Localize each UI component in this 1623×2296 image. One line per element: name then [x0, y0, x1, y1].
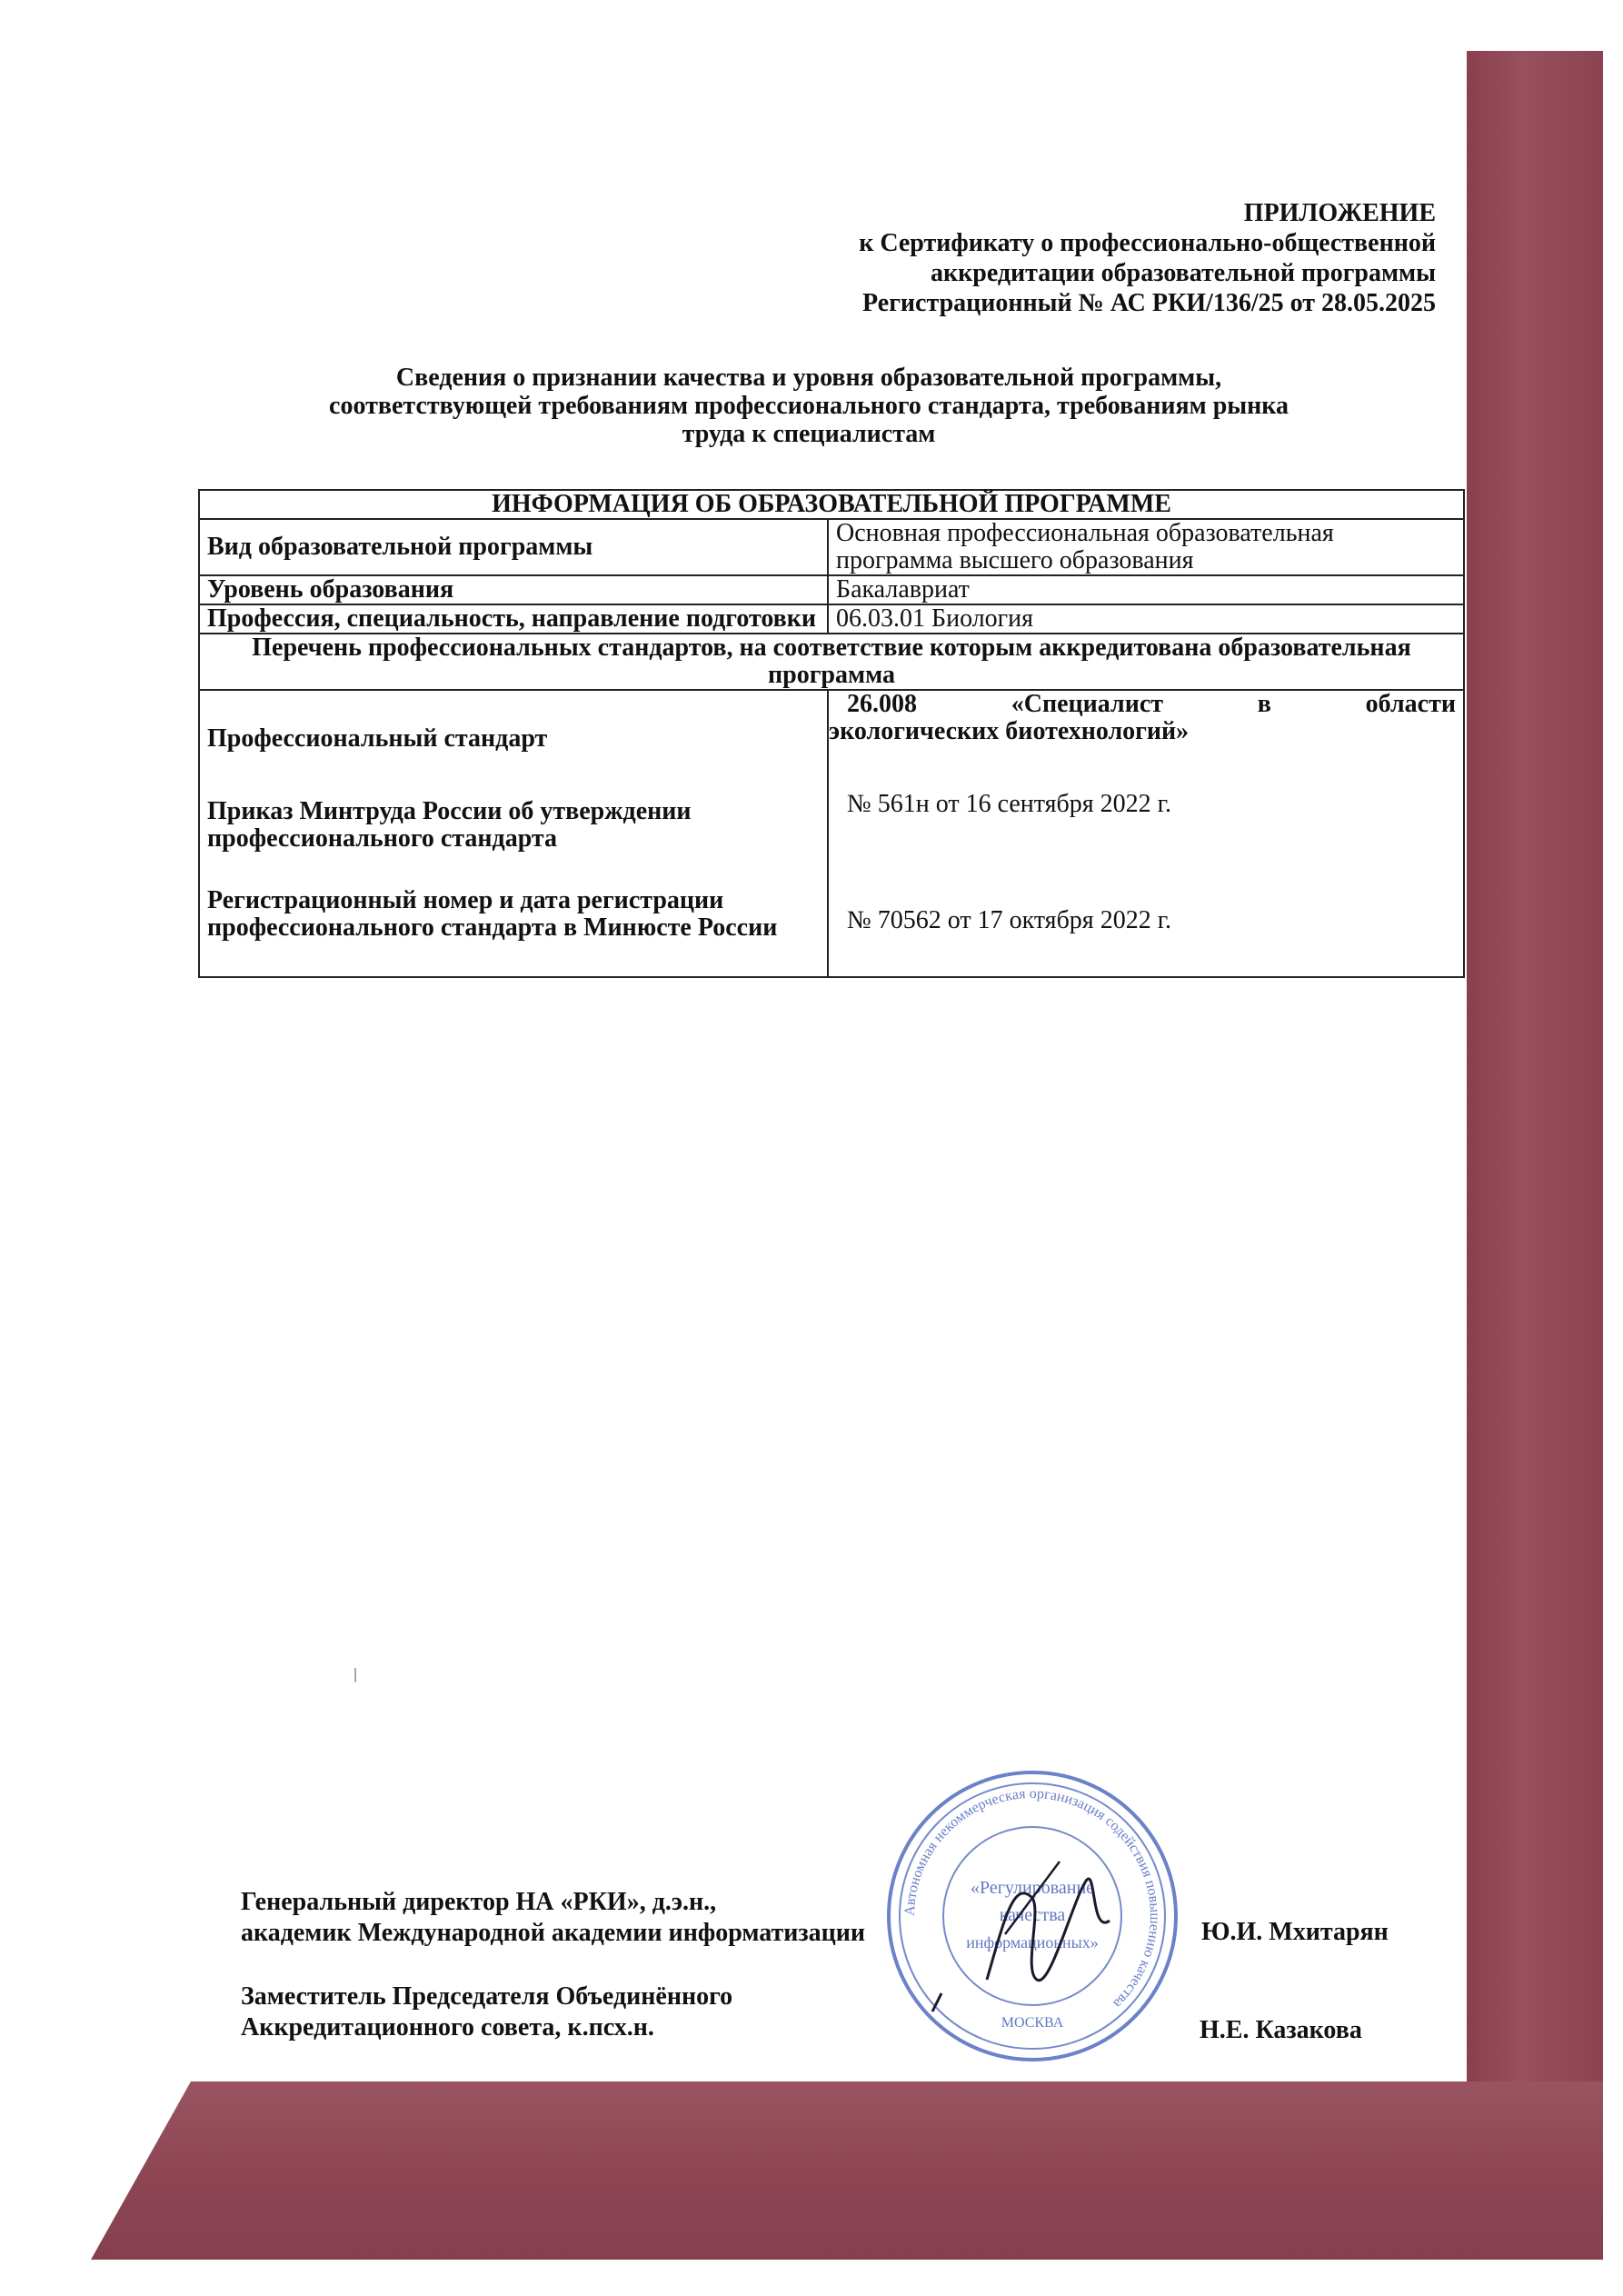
table-row	[199, 690, 1464, 977]
program-type-value: Основная профессиональная образовательная программа высшего образования	[828, 519, 1464, 575]
official-stamp-icon	[878, 1762, 1187, 2071]
standards-values-cell	[828, 690, 1464, 977]
stamp-inner-line3: информационных»	[966, 1933, 1099, 1952]
table-title: ИНФОРМАЦИЯ ОБ ОБРАЗОВАТЕЛЬНОЙ ПРОГРАММЕ	[199, 490, 1464, 519]
scan-mark: /	[348, 1662, 363, 1687]
program-info-table	[198, 489, 1465, 978]
standard-value-line1: 26.008 «Специалист в области	[847, 690, 1456, 718]
heading-line: соответствующей требованиям профессионального стандарта, требованиям рынка	[329, 392, 1289, 420]
standards-labels-cell	[199, 690, 828, 977]
stamp-inner-line1: «Регулирование	[970, 1878, 1095, 1898]
standards-header: Перечень профессиональных стандартов, на соответствие которым аккредитована образовательная программа	[199, 634, 1464, 690]
appendix-line: аккредитации образовательной программы	[930, 259, 1436, 287]
stamp-inner-line2: качества	[999, 1905, 1066, 1925]
document-heading	[200, 364, 1418, 448]
table-row	[199, 575, 1464, 604]
deputy-signature-block	[241, 1982, 732, 2043]
table-row	[199, 604, 1464, 634]
order-label: Приказ Минтруда России об утверждении профессионального стандарта	[207, 797, 692, 853]
director-signature-block	[241, 1887, 865, 1949]
director-name: Ю.И. Мхитарян	[1201, 1918, 1389, 1946]
decorative-border-bottom	[91, 2081, 1603, 2260]
level-label: Уровень образования	[199, 575, 828, 604]
order-value: № 561н от 16 сентября 2022 г.	[847, 790, 1171, 818]
heading-line: Сведения о признании качества и уровня образовательной программы,	[395, 364, 1222, 392]
stamp-city: МОСКВА	[1001, 2015, 1064, 2031]
program-type-label: Вид образовательной программы	[199, 519, 828, 575]
table-row	[199, 519, 1464, 575]
standard-value-line2: экологических биотехнологий»	[829, 717, 1190, 745]
appendix-title: ПРИЛОЖЕНИЕ	[1243, 199, 1436, 227]
standard-label: Профессиональный стандарт	[207, 724, 548, 753]
deputy-title: Заместитель Председателя Объединённого	[241, 1982, 733, 2011]
decorative-border-right	[1467, 51, 1603, 2260]
table-row	[199, 634, 1464, 690]
director-title: Генеральный директор НА «РКИ», д.э.н.,	[241, 1888, 717, 1916]
profession-label: Профессия, специальность, направление подготовки	[199, 604, 828, 634]
deputy-name: Н.Е. Казакова	[1200, 2016, 1362, 2044]
registration-label: Регистрационный номер и дата регистрации профессионального стандарта в Минюсте России	[207, 886, 778, 942]
heading-line: труда к специалистам	[682, 420, 936, 448]
profession-value: 06.03.01 Биология	[828, 604, 1464, 634]
stamp-outer-text: Автономная некоммерческая организация содействия повышению качества	[901, 1785, 1163, 2011]
appendix-header	[636, 198, 1436, 318]
table-row	[199, 490, 1464, 519]
level-value: Бакалавриат	[828, 575, 1464, 604]
appendix-line: к Сертификату о профессионально-общественной	[859, 229, 1436, 257]
deputy-council: Аккредитационного совета, к.псх.н.	[241, 2013, 654, 2041]
director-academic: академик Международной академии информатизации	[241, 1919, 866, 1947]
registration-value: № 70562 от 17 октября 2022 г.	[847, 906, 1172, 934]
appendix-registration: Регистрационный № АС РКИ/136/25 от 28.05.2025	[862, 289, 1436, 317]
